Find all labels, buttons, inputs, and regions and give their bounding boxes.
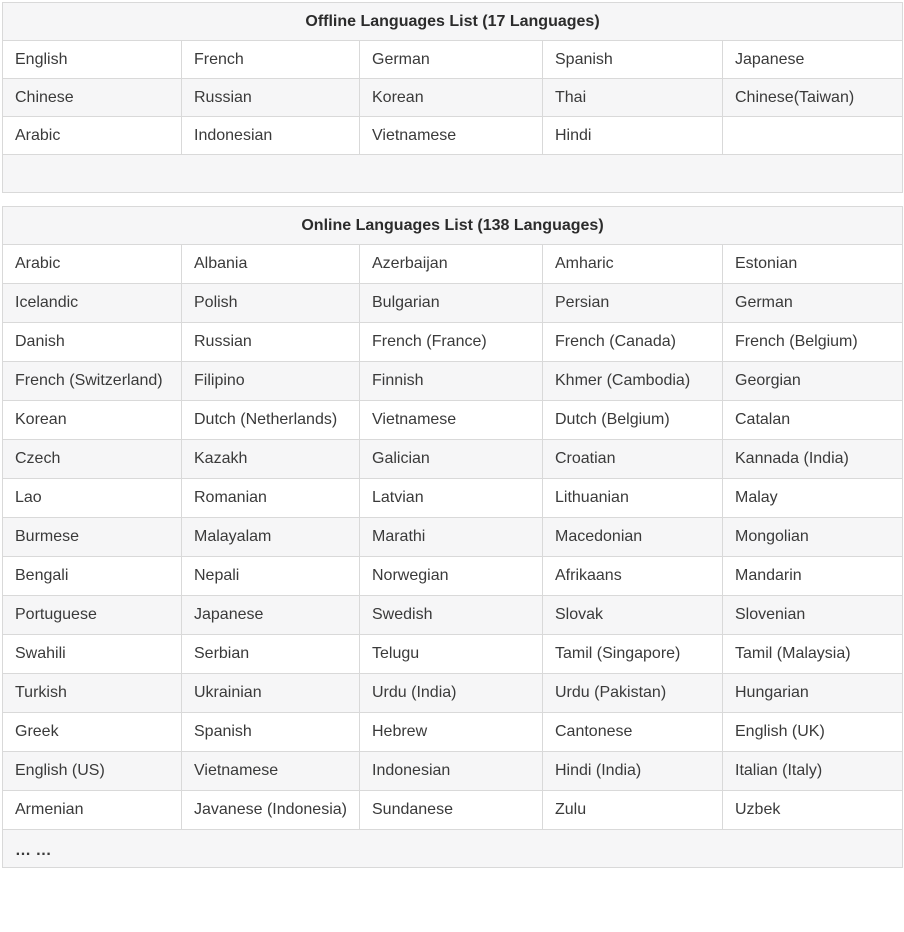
online-languages-table [2,206,903,868]
language-cell: Tamil (Malaysia) [723,635,903,674]
language-cell: Vietnamese [360,401,543,440]
language-cell: Bulgarian [360,284,543,323]
language-cell: Kannada (India) [723,440,903,479]
language-cell: Persian [543,284,723,323]
language-cell: Azerbaijan [360,245,543,284]
language-cell: Swahili [3,635,182,674]
language-cell: Hebrew [360,713,543,752]
language-cell: Bengali [3,557,182,596]
table-row [3,791,903,830]
language-cell: Indonesian [182,117,360,155]
language-cell: Croatian [543,440,723,479]
language-cell: Spanish [182,713,360,752]
language-cell: Romanian [182,479,360,518]
language-cell [723,117,903,155]
language-cell: Telugu [360,635,543,674]
offline-table-title: Offline Languages List (17 Languages) [3,3,903,41]
offline-languages-table [2,2,903,193]
table-row [3,79,903,117]
language-cell: Lao [3,479,182,518]
language-cell: Chinese [3,79,182,117]
language-cell: Macedonian [543,518,723,557]
language-cell: Kazakh [182,440,360,479]
language-cell: Latvian [360,479,543,518]
language-cell: Urdu (Pakistan) [543,674,723,713]
language-cell: English (UK) [723,713,903,752]
language-cell: French (Switzerland) [3,362,182,401]
language-cell: Japanese [723,41,903,79]
table-row [3,479,903,518]
language-cell: Arabic [3,117,182,155]
table-row [3,557,903,596]
language-cell: Catalan [723,401,903,440]
language-cell: Estonian [723,245,903,284]
language-cell: Italian (Italy) [723,752,903,791]
language-cell: Slovenian [723,596,903,635]
language-cell: Afrikaans [543,557,723,596]
table-row [3,245,903,284]
table-row [3,362,903,401]
language-cell: Arabic [3,245,182,284]
table-row [3,117,903,155]
language-cell: Indonesian [360,752,543,791]
language-cell: Amharic [543,245,723,284]
table-row [3,752,903,791]
language-cell: Zulu [543,791,723,830]
table-row [3,323,903,362]
language-cell: English [3,41,182,79]
language-cell: Dutch (Netherlands) [182,401,360,440]
language-cell: German [723,284,903,323]
language-cell: Galician [360,440,543,479]
language-cell: Vietnamese [360,117,543,155]
language-cell: Uzbek [723,791,903,830]
table-row [3,518,903,557]
language-cell: Dutch (Belgium) [543,401,723,440]
table-row [3,401,903,440]
language-cell: Vietnamese [182,752,360,791]
language-cell: Mongolian [723,518,903,557]
language-cell: Russian [182,79,360,117]
language-cell: Sundanese [360,791,543,830]
language-cell: Marathi [360,518,543,557]
language-cell: Turkish [3,674,182,713]
language-cell: Malay [723,479,903,518]
language-cell: Urdu (India) [360,674,543,713]
language-cell: Tamil (Singapore) [543,635,723,674]
offline-table-footer [3,155,903,193]
language-cell: Javanese (Indonesia) [182,791,360,830]
language-cell: Danish [3,323,182,362]
language-cell: Cantonese [543,713,723,752]
language-cell: Malayalam [182,518,360,557]
table-row [3,713,903,752]
language-cell: Czech [3,440,182,479]
language-cell: Hungarian [723,674,903,713]
language-cell: French (Belgium) [723,323,903,362]
language-cell: Slovak [543,596,723,635]
table-row [3,440,903,479]
table-row [3,674,903,713]
language-cell: Nepali [182,557,360,596]
language-cell: Thai [543,79,723,117]
language-cell: Hindi (India) [543,752,723,791]
language-cell: French [182,41,360,79]
language-cell: German [360,41,543,79]
language-cell: English (US) [3,752,182,791]
language-cell: Albania [182,245,360,284]
language-cell: Polish [182,284,360,323]
language-cell: Khmer (Cambodia) [543,362,723,401]
language-cell: Armenian [3,791,182,830]
language-cell: Portuguese [3,596,182,635]
language-cell: Russian [182,323,360,362]
table-row [3,596,903,635]
language-cell: Swedish [360,596,543,635]
language-cell: Chinese(Taiwan) [723,79,903,117]
language-cell: Burmese [3,518,182,557]
language-cell: Korean [360,79,543,117]
language-cell: Mandarin [723,557,903,596]
language-cell: Spanish [543,41,723,79]
table-row [3,635,903,674]
language-cell: Filipino [182,362,360,401]
table-row [3,284,903,323]
language-cell: Norwegian [360,557,543,596]
language-cell: Serbian [182,635,360,674]
language-cell: Greek [3,713,182,752]
language-cell: Japanese [182,596,360,635]
online-table-title: Online Languages List (138 Languages) [3,207,903,245]
language-cell: Georgian [723,362,903,401]
table-row [3,41,903,79]
language-cell: French (France) [360,323,543,362]
language-cell: Finnish [360,362,543,401]
language-cell: Icelandic [3,284,182,323]
language-cell: Ukrainian [182,674,360,713]
language-cell: Hindi [543,117,723,155]
more-languages-ellipsis: … … [3,830,903,868]
language-cell: Korean [3,401,182,440]
language-cell: French (Canada) [543,323,723,362]
language-cell: Lithuanian [543,479,723,518]
